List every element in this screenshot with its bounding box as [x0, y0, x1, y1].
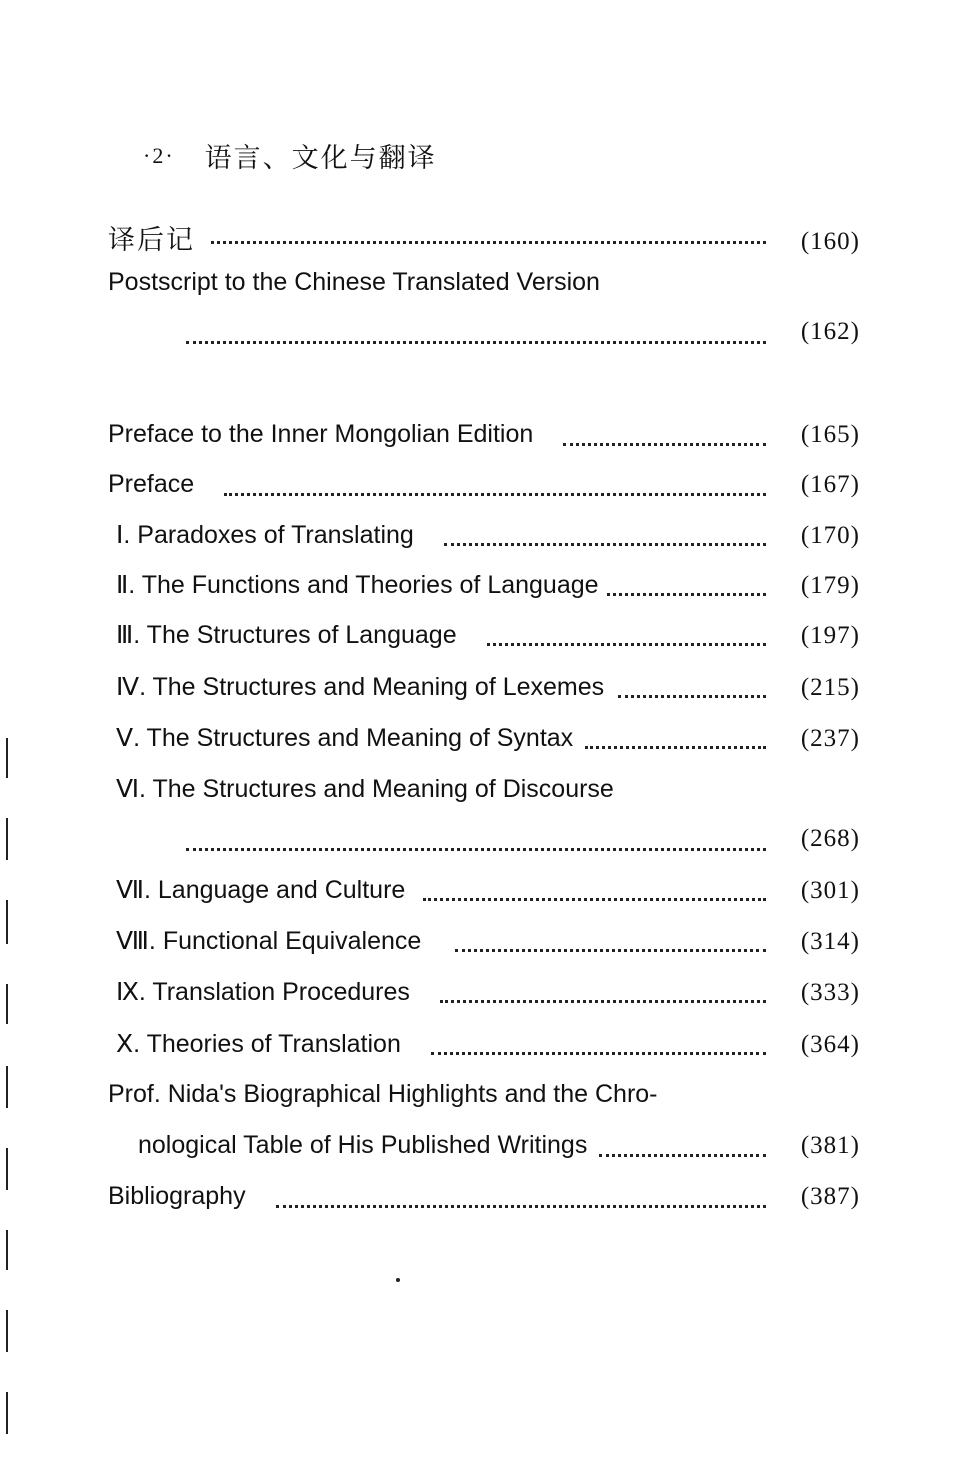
toc-entry[interactable] [116, 926, 860, 962]
toc-entry-label: Preface to the Inner Mongolian Edition [108, 420, 534, 448]
toc-entry-label: nological Table of His Published Writings [138, 1131, 588, 1159]
page-number: ·2· [143, 142, 175, 168]
leader-dots [585, 746, 766, 749]
leader-dots [599, 1154, 766, 1157]
toc-entry-page: (268) [800, 825, 860, 852]
toc-entry-page: (160) [800, 228, 860, 255]
toc-entry[interactable] [108, 1182, 860, 1218]
toc-entry-label[interactable]: Ⅵ. The Structures and Meaning of Discourse [116, 775, 614, 803]
toc-entry-label: Ⅷ. Functional Equivalence [116, 927, 422, 955]
scan-bar [6, 1066, 8, 1108]
toc-entry-label: Ⅳ. The Structures and Meaning of Lexemes [116, 673, 605, 701]
toc-entry-page: (162) [800, 318, 860, 345]
leader-dots [276, 1205, 766, 1208]
toc-entry-label: Ⅱ. The Functions and Theories of Language [116, 571, 599, 599]
leader-dots [211, 241, 766, 244]
leader-dots [444, 543, 766, 546]
toc-entry-page: (167) [800, 471, 860, 498]
leader-dots [186, 341, 766, 344]
scan-margin-marks [6, 0, 10, 1470]
toc-entry[interactable] [116, 620, 860, 656]
toc-entry[interactable] [108, 420, 860, 456]
running-header [143, 136, 437, 175]
toc-entry-label: Ⅲ. The Structures of Language [116, 621, 457, 649]
toc-entry-page: (314) [800, 928, 860, 955]
toc-entry-label[interactable]: Postscript to the Chinese Translated Version [108, 268, 600, 296]
scan-bar [6, 984, 8, 1024]
scan-speck [396, 1278, 400, 1282]
toc-entry-label[interactable]: Prof. Nida's Biographical Highlights and the Chro- [108, 1080, 658, 1108]
toc-entry[interactable] [116, 570, 860, 606]
leader-dots [431, 1052, 766, 1055]
toc-entry-page: (387) [800, 1183, 860, 1210]
leader-dots [186, 848, 766, 851]
leader-dots [607, 593, 766, 596]
toc-entry-label: Ⅹ. Theories of Translation [116, 1030, 401, 1058]
running-title: 语言、文化与翻译 [204, 143, 437, 174]
toc-entry-label: Preface [108, 470, 195, 498]
leader-dots [487, 643, 766, 646]
toc-entry[interactable] [138, 1131, 860, 1167]
toc-entry[interactable] [116, 1029, 860, 1065]
leader-dots [423, 898, 766, 901]
toc-entry-page: (364) [800, 1031, 860, 1058]
leader-dots [440, 1000, 766, 1003]
toc-entry-page: (301) [800, 877, 860, 904]
toc-entry-page: (165) [800, 421, 860, 448]
scan-bar [6, 738, 8, 778]
toc-entry-label: Bibliography [108, 1182, 246, 1210]
toc-entry[interactable] [116, 520, 860, 556]
toc-entry[interactable] [186, 825, 860, 861]
scan-bar [6, 1230, 8, 1270]
toc-entry[interactable] [108, 218, 860, 254]
toc-entry-page: (333) [800, 979, 860, 1006]
toc-entry[interactable] [116, 875, 860, 911]
toc-entry-label: Ⅶ. Language and Culture [116, 876, 406, 904]
scan-bar [6, 1310, 8, 1352]
toc-entry-label: Ⅸ. Translation Procedures [116, 978, 410, 1006]
toc-entry-page: (197) [800, 622, 860, 649]
leader-dots [563, 443, 766, 446]
toc-entry-page: (170) [800, 522, 860, 549]
toc-entry[interactable] [116, 672, 860, 708]
scan-bar [6, 1148, 8, 1190]
leader-dots [455, 949, 766, 952]
toc-entry[interactable] [108, 470, 860, 506]
toc-entry[interactable] [186, 318, 860, 354]
toc-entry[interactable] [116, 723, 860, 759]
toc-entry-page: (179) [800, 572, 860, 599]
scan-bar [6, 900, 8, 944]
toc-entry[interactable] [116, 977, 860, 1013]
toc-entry-label: Ⅰ. Paradoxes of Translating [116, 521, 414, 549]
leader-dots [618, 695, 766, 698]
toc-entry-label: 译后记 [108, 225, 195, 256]
toc-entry-label: Ⅴ. The Structures and Meaning of Syntax [116, 724, 574, 752]
toc-entry-page: (237) [800, 725, 860, 752]
leader-dots [224, 493, 766, 496]
toc-entry-page: (215) [800, 674, 860, 701]
toc-entry-page: (381) [800, 1132, 860, 1159]
scan-bar [6, 1392, 8, 1434]
scan-bar [6, 818, 8, 860]
